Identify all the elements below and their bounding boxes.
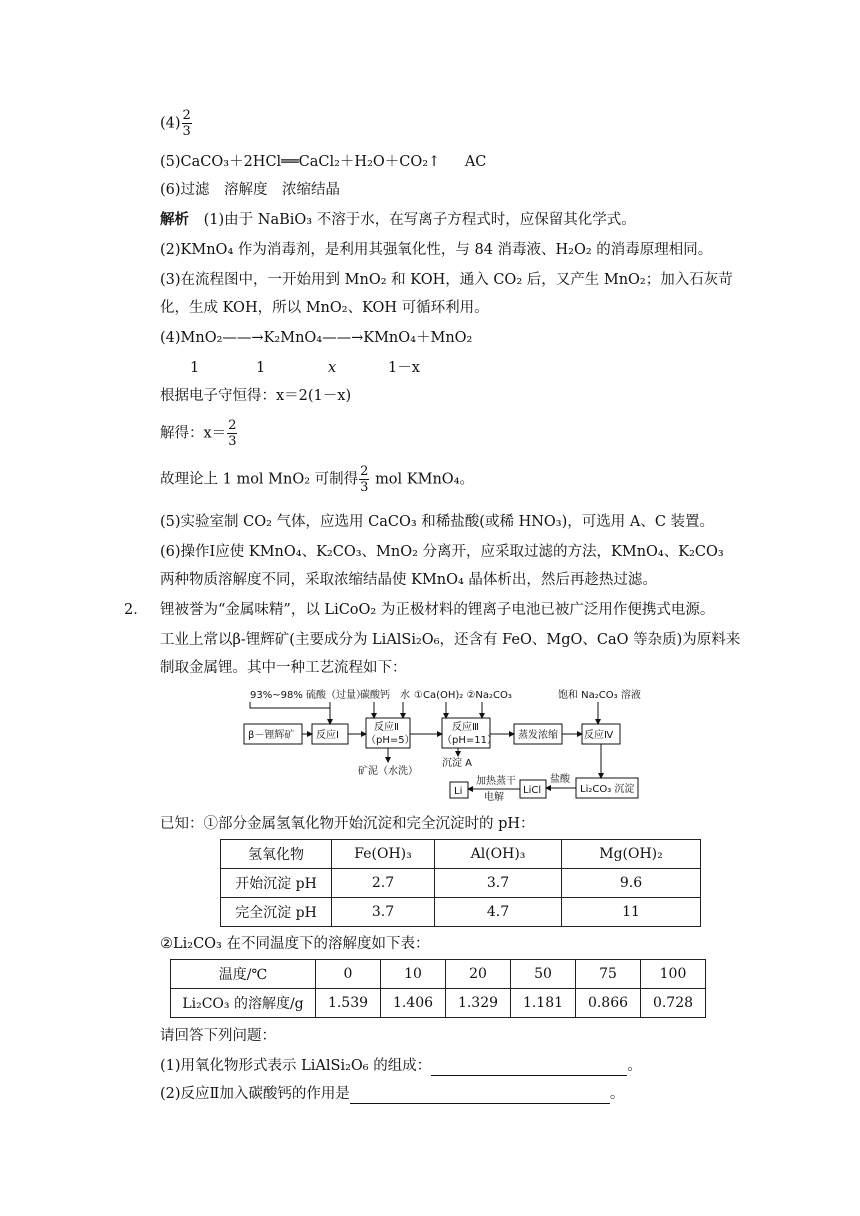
analysis-p4-theory xyxy=(160,464,474,495)
table-header-cell: 100 xyxy=(641,960,706,989)
table-cell: 0.866 xyxy=(576,989,641,1018)
table-cell: 2.7 xyxy=(332,869,435,898)
questions-intro: 请回答下列问题： xyxy=(160,1028,276,1044)
question-2-text: (2)反应Ⅱ加入碳酸钙的作用是 xyxy=(160,1086,350,1102)
box-li-label: Li xyxy=(454,786,463,797)
question-1-text: (1)用氧化物形式表示 LiAlSi₂O₆ 的组成： xyxy=(160,1058,432,1074)
theory-a: 故理论上 1 mol MnO₂ 可制得 xyxy=(160,471,359,488)
question-2-end: 。 xyxy=(609,1086,625,1102)
analysis-p6b: 两种物质溶解度不同，采取浓缩结晶使 KMnO₄ 晶体析出，然后再趁热过滤。 xyxy=(160,572,657,588)
analysis-p4-conserve: 根据电子守恒得：x＝2(1－x) xyxy=(160,388,352,404)
process-flow-diagram xyxy=(238,684,648,804)
answer-4-fraction xyxy=(182,108,192,139)
reagent-water: 水 xyxy=(400,690,410,701)
table-header-cell: 氢氧化物 xyxy=(221,840,332,869)
table-header-cell: Fe(OH)₃ xyxy=(332,840,435,869)
analysis-p1 xyxy=(160,210,636,230)
box-reaction-2-ph: （pH=5） xyxy=(366,735,415,746)
box-reaction-4-label: 反应Ⅳ xyxy=(584,730,614,741)
answer-blank-2[interactable] xyxy=(350,1089,610,1104)
table-header-cell: 温度/℃ xyxy=(171,960,316,989)
table-cell: 3.7 xyxy=(435,869,562,898)
output-precipitate-a: 沉淀 A xyxy=(442,758,473,769)
question-2 xyxy=(160,1084,624,1104)
analysis-p1-text: (1)由于 NaBiO₃ 不溶于水，在写离子方程式时，应保留其化学式。 xyxy=(203,212,636,228)
analysis-label: 解析 xyxy=(160,211,189,228)
box-reaction-3-ph: （pH=11） xyxy=(442,735,497,746)
output-mud: 矿泥（水洗） xyxy=(358,766,418,777)
hydroxide-ph-table xyxy=(220,839,701,927)
label-heat: 加热蒸干 xyxy=(476,776,516,787)
table-header-row xyxy=(221,840,701,869)
theory-fraction xyxy=(359,464,369,495)
coef-k2mno4: 1 xyxy=(256,360,266,376)
table-header-cell: 75 xyxy=(576,960,641,989)
analysis-p2: (2)KMnO₄ 作为消毒剂，是利用其强氧化性，与 84 消毒液、H₂O₂ 的消毒原理相同。 xyxy=(160,242,713,258)
question-2-number: 2． xyxy=(124,602,148,618)
label-hcl: 盐酸 xyxy=(550,774,570,785)
known-2-text: ②Li₂CO₃ 在不同温度下的溶解度如下表： xyxy=(160,936,430,952)
box-reaction-3-label: 反应Ⅲ xyxy=(452,722,479,733)
table-cell: 0.728 xyxy=(641,989,706,1018)
answer-5-choice: AC xyxy=(464,154,487,170)
answer-5-equation: (5)CaCO₃＋2HCl══CaCl₂＋H₂O＋CO₂↑ xyxy=(160,154,441,170)
coef-mno2: 1 xyxy=(190,360,200,376)
question-2-line2: 工业上常以β-锂辉矿(主要成分为 LiAlSi₂O₆，还含有 FeO、MgO、CaO 等杂质)为原料来 xyxy=(160,632,741,648)
table-cell: 11 xyxy=(562,898,701,927)
label-electrolysis: 电解 xyxy=(484,792,504,803)
table-cell: 3.7 xyxy=(332,898,435,927)
analysis-p3b: 化，生成 KOH，所以 MnO₂、KOH 可循环利用。 xyxy=(160,300,489,316)
solve-fraction xyxy=(227,418,237,449)
table-header-cell: 50 xyxy=(511,960,576,989)
coef-mno2-product: 1－x xyxy=(388,360,420,376)
box-reaction-2-label: 反应Ⅱ xyxy=(374,722,399,733)
theory-b: mol KMnO₄。 xyxy=(375,471,475,488)
table-header-cell: 10 xyxy=(381,960,446,989)
question-1 xyxy=(160,1056,642,1076)
coef-kmno4: x xyxy=(328,360,337,376)
analysis-p4-solve xyxy=(160,418,238,449)
table-cell: 4.7 xyxy=(435,898,562,927)
table-row xyxy=(221,869,701,898)
theory-numerator: 2 xyxy=(360,464,369,479)
table-header-cell: Mg(OH)₂ xyxy=(562,840,701,869)
known-1-text: 已知：①部分金属氢氧化物开始沉淀和完全沉淀时的 pH： xyxy=(160,816,535,832)
table-header-cell: 0 xyxy=(316,960,381,989)
li2co3-solubility-table xyxy=(170,959,706,1018)
table-cell: 1.539 xyxy=(316,989,381,1018)
solve-prefix: 解得：x＝ xyxy=(160,425,227,442)
table-header-cell: 20 xyxy=(446,960,511,989)
box-ore-label: β－锂辉矿 xyxy=(248,730,295,741)
analysis-p3a: (3)在流程图中，一开始用到 MnO₂ 和 KOH，通入 CO₂ 后，又产生 MnO₂；加入石灰苛 xyxy=(160,272,733,288)
reagent-na2co3: 饱和 Na₂CO₃ 溶液 xyxy=(558,690,641,701)
question-2-line1: 锂被誉为“金属味精”，以 LiCoO₂ 为正极材料的锂离子电池已被广泛用作便携式电源。 xyxy=(160,602,715,618)
table-cell: 1.406 xyxy=(381,989,446,1018)
answer-4 xyxy=(160,108,193,139)
table-cell: Li₂CO₃ 的溶解度/g xyxy=(171,989,316,1018)
theory-denominator: 3 xyxy=(360,480,369,495)
table-row xyxy=(221,898,701,927)
answer-4-denominator: 3 xyxy=(182,124,191,139)
reagent-caco3: 碳酸钙 xyxy=(360,690,390,701)
reagent-acid: 93%~98% 硫酸（过量） xyxy=(250,690,367,701)
table-header-cell: Al(OH)₃ xyxy=(435,840,562,869)
question-2-line3: 制取金属锂。其中一种工艺流程如下： xyxy=(160,660,407,676)
answer-5 xyxy=(160,152,486,172)
answer-4-numerator: 2 xyxy=(182,108,191,123)
answer-4-prefix: (4) xyxy=(160,115,181,132)
solve-denominator: 3 xyxy=(228,434,237,449)
table-cell: 1.181 xyxy=(511,989,576,1018)
table-cell: 完全沉淀 pH xyxy=(221,898,332,927)
solve-numerator: 2 xyxy=(228,418,237,433)
table-row xyxy=(171,989,706,1018)
table-cell: 9.6 xyxy=(562,869,701,898)
box-evaporate-label: 蒸发浓缩 xyxy=(518,730,558,741)
analysis-p5: (5)实验室制 CO₂ 气体，应选用 CaCO₃ 和稀盐酸(或稀 HNO₃)，可选用 A、C 装置。 xyxy=(160,514,715,530)
analysis-p4: (4)MnO₂——→K₂MnO₄——→KMnO₄＋MnO₂ xyxy=(160,330,473,346)
table-header-row xyxy=(171,960,706,989)
question-1-end: 。 xyxy=(627,1058,642,1074)
box-licl-label: LiCl xyxy=(523,785,542,796)
box-li2co3-label: Li₂CO₃ 沉淀 xyxy=(580,784,635,795)
table-cell: 开始沉淀 pH xyxy=(221,869,332,898)
box-reaction-1-label: 反应Ⅰ xyxy=(316,730,339,741)
reagent-step3: ①Ca(OH)₂ ②Na₂CO₃ xyxy=(414,690,512,701)
table-cell: 1.329 xyxy=(446,989,511,1018)
answer-blank-1[interactable] xyxy=(431,1061,627,1076)
analysis-p6a: (6)操作Ⅰ应使 KMnO₄、K₂CO₃、MnO₂ 分离开，应采取过滤的方法，KMnO₄、K₂CO₃ xyxy=(160,544,724,560)
answer-6: (6)过滤 溶解度 浓缩结晶 xyxy=(160,182,341,198)
